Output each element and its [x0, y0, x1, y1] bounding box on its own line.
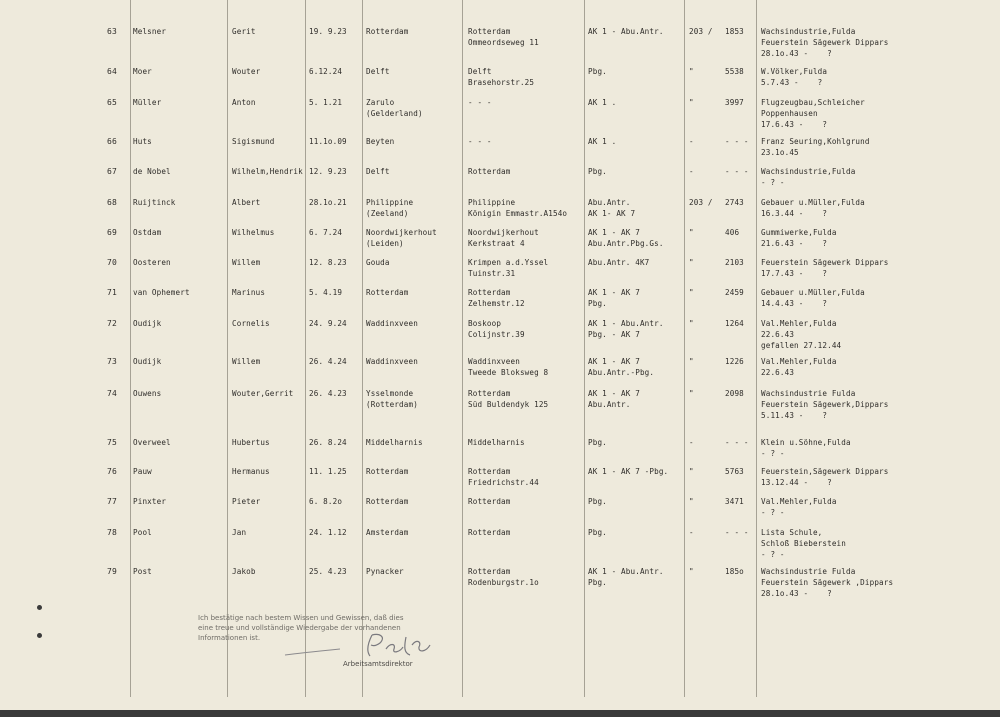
cell-name: Oudijk — [133, 357, 162, 366]
cell-arbeit — [761, 527, 846, 560]
cell-geb: 26. 8.24 — [309, 438, 347, 447]
cell-nr: 74 — [107, 389, 117, 398]
cell-ort: Middelharnis — [366, 438, 423, 447]
cell-ort: Ysselmonde (Rotterdam) — [366, 389, 418, 409]
cell-nummer: - - - — [725, 167, 749, 176]
cell-arbeit — [761, 166, 855, 188]
cell-nr: 63 — [107, 27, 117, 36]
cell-arbeit — [761, 97, 865, 130]
cell-line: Rotterdam — [468, 467, 511, 476]
cell-nummer: 2098 — [725, 389, 744, 398]
punch-hole — [37, 633, 42, 638]
cell-geb: 19. 9.23 — [309, 27, 347, 36]
cell-nr: 75 — [107, 438, 117, 447]
cell-tr: " — [689, 497, 694, 506]
cell-line: Middelharnis — [468, 438, 525, 447]
cell-line: Süd Buldendyk 125 — [468, 400, 549, 409]
cell-line: Philippine — [468, 198, 516, 207]
cell-arbeit — [761, 496, 837, 518]
cell-vorname: Cornelis — [232, 319, 270, 328]
cell-ort: Rotterdam — [366, 288, 409, 297]
cell-nummer: 185o — [725, 567, 744, 576]
cell-line: Rotterdam — [468, 528, 511, 537]
cell-ort: Philippine (Zeeland) — [366, 198, 414, 218]
cell-name: de Nobel — [133, 167, 171, 176]
cell-adresse — [468, 527, 511, 538]
cell-nummer: 5763 — [725, 467, 744, 476]
cell-tr: " — [689, 567, 694, 576]
cell-ausbildung: AK 1 - AK 7 Abu.Antr. — [588, 389, 640, 409]
cell-line: Wachsindustrie,Fulda — [761, 27, 856, 36]
cell-vorname: Willem — [232, 258, 261, 267]
cell-line: 22.6.43 — [761, 330, 795, 339]
cell-ort: Beyten — [366, 137, 395, 146]
cell-vorname: Hermanus — [232, 467, 270, 476]
cell-name: Pinxter — [133, 497, 167, 506]
cell-geb: 12. 9.23 — [309, 167, 347, 176]
cell-line: Brasehorstr.25 — [468, 78, 535, 87]
cell-ausbildung: AK 1 - Abu.Antr. Pbg. — [588, 567, 664, 587]
cell-line: - ? - — [761, 449, 785, 458]
cell-ort: Gouda — [366, 258, 390, 267]
cell-vorname: Willem — [232, 357, 261, 366]
cell-line: Feuerstein Sägewerk Dippars — [761, 258, 889, 267]
cell-nr: 66 — [107, 137, 117, 146]
cell-ausbildung: AK 1 . — [588, 98, 617, 107]
cell-nr: 64 — [107, 67, 117, 76]
cell-line: Klein u.Söhne,Fulda — [761, 438, 851, 447]
cell-ort: Noordwijkerhout (Leiden) — [366, 228, 437, 248]
cell-vorname: Hubertus — [232, 438, 270, 447]
cell-adresse — [468, 356, 548, 378]
cell-vorname: Wouter,Gerrit — [232, 389, 294, 398]
cell-geb: 24. 9.24 — [309, 319, 347, 328]
cell-line: Rotterdam — [468, 27, 511, 36]
cell-line: Waddinxveen — [468, 357, 520, 366]
cell-ort: Waddinxveen — [366, 319, 418, 328]
cell-line: Ommeordseweg 11 — [468, 38, 539, 47]
cell-nummer: - - - — [725, 528, 749, 537]
cell-arbeit — [761, 227, 837, 249]
cell-ausbildung: Abu.Antr. AK 1- AK 7 — [588, 198, 636, 218]
cell-geb: 5. 1.21 — [309, 98, 343, 107]
cell-line: Tweede Bloksweg 8 — [468, 368, 549, 377]
cell-name: Oosteren — [133, 258, 171, 267]
cell-ausbildung: AK 1 - Abu.Antr. — [588, 27, 664, 36]
cell-geb: 5. 4.19 — [309, 288, 343, 297]
cell-nummer: 2103 — [725, 258, 744, 267]
office-title: Arbeitsamtsdirektor — [343, 660, 413, 668]
cell-nummer: 1226 — [725, 357, 744, 366]
scan-edge — [0, 710, 1000, 717]
cell-vorname: Jan — [232, 528, 247, 537]
cell-name: Ruijtinck — [133, 198, 176, 207]
cell-line: Wachsindustrie,Fulda — [761, 167, 856, 176]
cell-line: Rotterdam — [468, 567, 511, 576]
cell-arbeit — [761, 197, 865, 219]
cell-nummer: 5538 — [725, 67, 744, 76]
cell-name: Ouwens — [133, 389, 162, 398]
cell-line: Rodenburgstr.1o — [468, 578, 539, 587]
cell-ausbildung: AK 1 - AK 7 Pbg. — [588, 288, 640, 308]
cell-adresse — [468, 388, 548, 410]
cell-nummer: 3471 — [725, 497, 744, 506]
cell-line: Krimpen a.d.Yssel — [468, 258, 549, 267]
cell-line: Rotterdam — [468, 288, 511, 297]
cell-geb: 6. 8.2o — [309, 497, 343, 506]
cell-arbeit — [761, 566, 893, 599]
cell-tr: - — [689, 528, 694, 537]
cell-line: 17.6.43 - ? — [761, 120, 828, 129]
cell-nummer: 1853 — [725, 27, 744, 36]
cell-line: - - - — [468, 137, 492, 146]
cell-line: - ? - — [761, 508, 785, 517]
column-divider — [305, 0, 306, 697]
cell-line: Königin Emmastr.A154o — [468, 209, 568, 218]
cell-vorname: Pieter — [232, 497, 261, 506]
certification-line: Ich bestätige nach bestem Wissen und Gewissen, daß dies — [198, 614, 404, 622]
cell-ort: Amsterdam — [366, 528, 409, 537]
cell-nr: 79 — [107, 567, 117, 576]
cell-arbeit — [761, 437, 851, 459]
cell-adresse — [468, 466, 539, 488]
cell-adresse — [468, 496, 511, 507]
cell-ausbildung: AK 1 - AK 7 -Pbg. — [588, 467, 669, 476]
cell-arbeit — [761, 136, 870, 158]
cell-tr: " — [689, 67, 694, 76]
cell-line: 23.1o.45 — [761, 148, 799, 157]
cell-arbeit — [761, 257, 889, 279]
cell-line: Gebauer u.Müller,Fulda — [761, 288, 865, 297]
cell-vorname: Anton — [232, 98, 256, 107]
cell-vorname: Sigismund — [232, 137, 275, 146]
signature-image — [280, 625, 440, 665]
cell-nummer: 3997 — [725, 98, 744, 107]
cell-name: Oudijk — [133, 319, 162, 328]
cell-ausbildung: Pbg. — [588, 67, 607, 76]
cell-nummer: 406 — [725, 228, 740, 237]
cell-tr: - — [689, 167, 694, 176]
cell-line: Wachsindustrie Fulda — [761, 389, 856, 398]
cell-tr: " — [689, 319, 694, 328]
cell-ausbildung: Pbg. — [588, 438, 607, 447]
cell-name: Melsner — [133, 27, 167, 36]
cell-line: 5.7.43 - ? — [761, 78, 823, 87]
cell-line: 16.3.44 - ? — [761, 209, 828, 218]
cell-line: Colijnstr.39 — [468, 330, 525, 339]
cell-adresse — [468, 197, 567, 219]
cell-tr: " — [689, 389, 694, 398]
cell-line: 28.1o.43 - ? — [761, 49, 832, 58]
cell-adresse — [468, 437, 525, 448]
cell-nummer: 2459 — [725, 288, 744, 297]
cell-line: 14.4.43 - ? — [761, 299, 828, 308]
cell-adresse — [468, 318, 525, 340]
cell-adresse — [468, 166, 511, 177]
cell-nr: 73 — [107, 357, 117, 366]
cell-ausbildung: Pbg. — [588, 497, 607, 506]
cell-tr: " — [689, 258, 694, 267]
cell-line: Rotterdam — [468, 389, 511, 398]
cell-line: Gummiwerke,Fulda — [761, 228, 837, 237]
cell-line: Friedrichstr.44 — [468, 478, 539, 487]
column-divider — [756, 0, 757, 697]
cell-line: Delft — [468, 67, 492, 76]
cell-geb: 28.1o.21 — [309, 198, 347, 207]
cell-name: Ostdam — [133, 228, 162, 237]
cell-ausbildung: AK 1 . — [588, 137, 617, 146]
cell-ausbildung: Pbg. — [588, 528, 607, 537]
cell-arbeit — [761, 287, 865, 309]
cell-ausbildung: AK 1 - Abu.Antr. Pbg. - AK 7 — [588, 319, 664, 339]
column-divider — [462, 0, 463, 697]
cell-name: Pool — [133, 528, 152, 537]
cell-tr: - — [689, 438, 694, 447]
cell-line: Feuerstein Sägewerk,Dippars — [761, 400, 889, 409]
cell-ort: Pynacker — [366, 567, 404, 576]
cell-line: - ? - — [761, 178, 785, 187]
cell-nr: 78 — [107, 528, 117, 537]
cell-name: Huts — [133, 137, 152, 146]
cell-nr: 65 — [107, 98, 117, 107]
certification-line: eine treue und vollständige Wiedergabe der vorhandenen — [198, 624, 401, 632]
cell-line: Val.Mehler,Fulda — [761, 319, 837, 328]
punch-hole — [37, 605, 42, 610]
cell-arbeit — [761, 66, 827, 88]
cell-nr: 77 — [107, 497, 117, 506]
cell-line: Franz Seuring,Kohlgrund — [761, 137, 870, 146]
cell-tr: - — [689, 137, 694, 146]
cell-vorname: Wouter — [232, 67, 261, 76]
cell-geb: 25. 4.23 — [309, 567, 347, 576]
cell-ort: Delft — [366, 167, 390, 176]
cell-ausbildung: Pbg. — [588, 167, 607, 176]
cell-ort: Rotterdam — [366, 27, 409, 36]
cell-arbeit — [761, 466, 889, 488]
cell-line: 22.6.43 — [761, 368, 795, 377]
cell-line: Flugzeugbau,Schleicher — [761, 98, 865, 107]
cell-tr: " — [689, 357, 694, 366]
cell-nummer: - - - — [725, 438, 749, 447]
cell-tr: " — [689, 228, 694, 237]
cell-line: Lista Schule, — [761, 528, 823, 537]
certification-line: Informationen ist. — [198, 634, 261, 642]
cell-line: Noordwijkerhout — [468, 228, 539, 237]
cell-adresse — [468, 97, 492, 108]
cell-line: 28.1o.43 - ? — [761, 589, 832, 598]
cell-line: 21.6.43 - ? — [761, 239, 828, 248]
cell-nr: 68 — [107, 198, 117, 207]
cell-line: Val.Mehler,Fulda — [761, 497, 837, 506]
cell-line: - - - — [468, 98, 492, 107]
cell-line: Gebauer u.Müller,Fulda — [761, 198, 865, 207]
cell-arbeit — [761, 356, 837, 378]
cell-nummer: 1264 — [725, 319, 744, 328]
cell-vorname: Jakob — [232, 567, 256, 576]
cell-ort: Delft — [366, 67, 390, 76]
cell-arbeit — [761, 318, 841, 351]
cell-ort: Waddinxveen — [366, 357, 418, 366]
cell-name: van Ophemert — [133, 288, 190, 297]
column-divider — [584, 0, 585, 697]
cell-line: Boskoop — [468, 319, 502, 328]
cell-geb: 26. 4.23 — [309, 389, 347, 398]
cell-line: Rotterdam — [468, 167, 511, 176]
cell-name: Müller — [133, 98, 162, 107]
cell-geb: 11. 1.25 — [309, 467, 347, 476]
cell-vorname: Gerit — [232, 27, 256, 36]
cell-tr: " — [689, 467, 694, 476]
cell-nr: 72 — [107, 319, 117, 328]
cell-name: Post — [133, 567, 152, 576]
cell-arbeit — [761, 26, 889, 59]
cell-vorname: Albert — [232, 198, 261, 207]
cell-line: gefallen 27.12.44 — [761, 341, 842, 350]
cell-nr: 76 — [107, 467, 117, 476]
cell-adresse — [468, 26, 539, 48]
cell-nr: 71 — [107, 288, 117, 297]
cell-ausbildung: AK 1 - AK 7 Abu.Antr.-Pbg. — [588, 357, 655, 377]
cell-geb: 6.12.24 — [309, 67, 343, 76]
cell-ort: Rotterdam — [366, 467, 409, 476]
cell-line: Feuerstein Sägewerk Dippars — [761, 38, 889, 47]
cell-line: - ? - — [761, 550, 785, 559]
cell-nummer: 2743 — [725, 198, 744, 207]
cell-line: 5.11.43 - ? — [761, 411, 828, 420]
cell-nummer: - - - — [725, 137, 749, 146]
cell-ort: Rotterdam — [366, 497, 409, 506]
cell-ausbildung: Abu.Antr. 4K7 — [588, 258, 650, 267]
cell-line: Poppenhausen — [761, 109, 818, 118]
cell-adresse — [468, 257, 548, 279]
cell-adresse — [468, 227, 539, 249]
cell-adresse — [468, 566, 539, 588]
cell-tr: 203 / — [689, 27, 713, 36]
cell-name: Pauw — [133, 467, 152, 476]
cell-name: Overweel — [133, 438, 171, 447]
cell-tr: 203 / — [689, 198, 713, 207]
cell-arbeit — [761, 388, 889, 421]
cell-line: Tuinstr.31 — [468, 269, 516, 278]
cell-tr: " — [689, 98, 694, 107]
cell-line: 17.7.43 - ? — [761, 269, 828, 278]
cell-line: Schloß Bieberstein — [761, 539, 846, 548]
cell-line: 13.12.44 - ? — [761, 478, 832, 487]
cell-geb: 12. 8.23 — [309, 258, 347, 267]
cell-vorname: Wilhelmus — [232, 228, 275, 237]
cell-geb: 11.1o.09 — [309, 137, 347, 146]
column-divider — [684, 0, 685, 697]
cell-geb: 24. 1.12 — [309, 528, 347, 537]
cell-nr: 69 — [107, 228, 117, 237]
cell-line: Kerkstraat 4 — [468, 239, 525, 248]
cell-adresse — [468, 136, 492, 147]
column-divider — [362, 0, 363, 697]
cell-adresse — [468, 66, 534, 88]
cell-geb: 6. 7.24 — [309, 228, 343, 237]
column-divider — [227, 0, 228, 697]
cell-ort: Zarulo (Gelderland) — [366, 98, 423, 118]
cell-line: Val.Mehler,Fulda — [761, 357, 837, 366]
cell-line: Zelhemstr.12 — [468, 299, 525, 308]
cell-adresse — [468, 287, 525, 309]
cell-nr: 67 — [107, 167, 117, 176]
cell-name: Moer — [133, 67, 152, 76]
cell-line: Rotterdam — [468, 497, 511, 506]
cell-line: Feuerstein Sägewerk ,Dippars — [761, 578, 894, 587]
cell-line: Feuerstein,Sägewerk Dippars — [761, 467, 889, 476]
cell-line: W.Völker,Fulda — [761, 67, 828, 76]
cell-vorname: Wilhelm,Hendrik — [232, 167, 303, 176]
cell-geb: 26. 4.24 — [309, 357, 347, 366]
cell-ausbildung: AK 1 - AK 7 Abu.Antr.Pbg.Gs. — [588, 228, 664, 248]
cell-nr: 70 — [107, 258, 117, 267]
column-divider — [130, 0, 131, 697]
cell-tr: " — [689, 288, 694, 297]
cell-line: Wachsindustrie Fulda — [761, 567, 856, 576]
cell-vorname: Marinus — [232, 288, 266, 297]
